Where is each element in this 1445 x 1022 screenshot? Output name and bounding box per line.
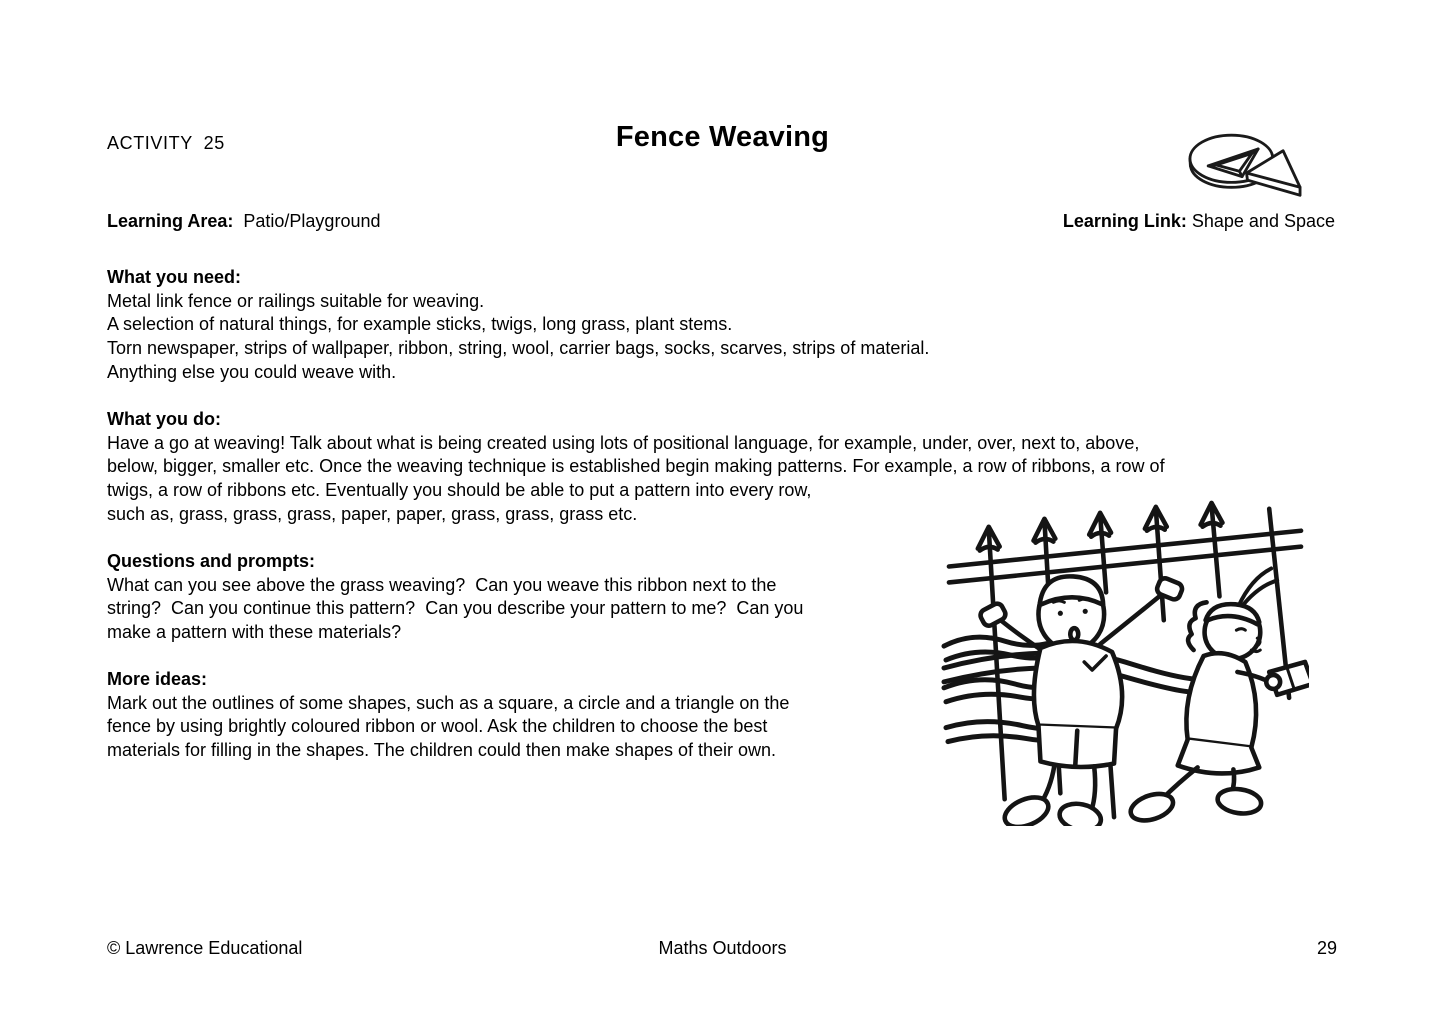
learning-link-value: Shape and Space bbox=[1191, 211, 1335, 231]
learning-area-value: Patio/Playground bbox=[243, 211, 381, 231]
text-line: fence by using brightly coloured ribbon or wool. Ask the children to choose the best bbox=[107, 716, 768, 737]
text-line: twigs, a row of ribbons etc. Eventually you should be able to put a pattern into every row, bbox=[107, 480, 812, 501]
page-title: Fence Weaving bbox=[615, 121, 830, 153]
text-line: A selection of natural things, for example sticks, twigs, long grass, plant stems. bbox=[107, 314, 733, 335]
activity-number-label: ACTIVITY 25 bbox=[107, 133, 225, 153]
section-questions-and-prompts bbox=[107, 550, 803, 645]
text-line: Mark out the outlines of some shapes, such as a square, a circle and a triangle on the bbox=[107, 692, 790, 713]
footer-copyright: © Lawrence Educational bbox=[107, 938, 303, 958]
text-line: Torn newspaper, strips of wallpaper, ribbon, string, wool, carrier bags, socks, scarves, strips of material. bbox=[107, 338, 930, 359]
fence-weaving-illustration bbox=[941, 499, 1309, 826]
section-more-ideas bbox=[107, 668, 789, 763]
learning-link bbox=[1063, 211, 1335, 232]
section-heading: Questions and prompts: bbox=[107, 551, 316, 571]
text-line: below, bigger, smaller etc. Once the weaving technique is established begin making patterns. For example, a row of ribbons, a row of bbox=[107, 456, 1165, 477]
text-line: string? Can you continue this pattern? Can you describe your pattern to me? Can you bbox=[107, 598, 804, 619]
text-line: Anything else you could weave with. bbox=[107, 361, 397, 382]
text-line: materials for filling in the shapes. The children could then make shapes of their own. bbox=[107, 740, 777, 761]
shape-and-space-icon bbox=[1176, 124, 1310, 206]
text-line: such as, grass, grass, grass, paper, paper, grass, grass, grass etc. bbox=[107, 503, 638, 524]
section-heading: What you do: bbox=[107, 409, 221, 429]
footer-book-title: Maths Outdoors bbox=[658, 938, 787, 958]
text-line: Have a go at weaving! Talk about what is being created using lots of positional language, for example, under, over, next to, above, bbox=[107, 432, 1140, 453]
learning-link-label: Learning Link: bbox=[1062, 211, 1187, 231]
section-heading: More ideas: bbox=[107, 669, 208, 689]
learning-area-label: Learning Area: bbox=[107, 211, 234, 231]
text-line: Metal link fence or railings suitable for weaving. bbox=[107, 290, 485, 311]
text-line: What can you see above the grass weaving? Can you weave this ribbon next to the bbox=[107, 574, 777, 595]
text-line: make a pattern with these materials? bbox=[107, 622, 402, 643]
section-what-you-need bbox=[107, 266, 929, 385]
footer-page-number: 29 bbox=[1316, 938, 1337, 958]
learning-meta-row bbox=[107, 211, 1335, 232]
learning-area bbox=[107, 211, 380, 232]
section-heading: What you need: bbox=[107, 267, 241, 287]
